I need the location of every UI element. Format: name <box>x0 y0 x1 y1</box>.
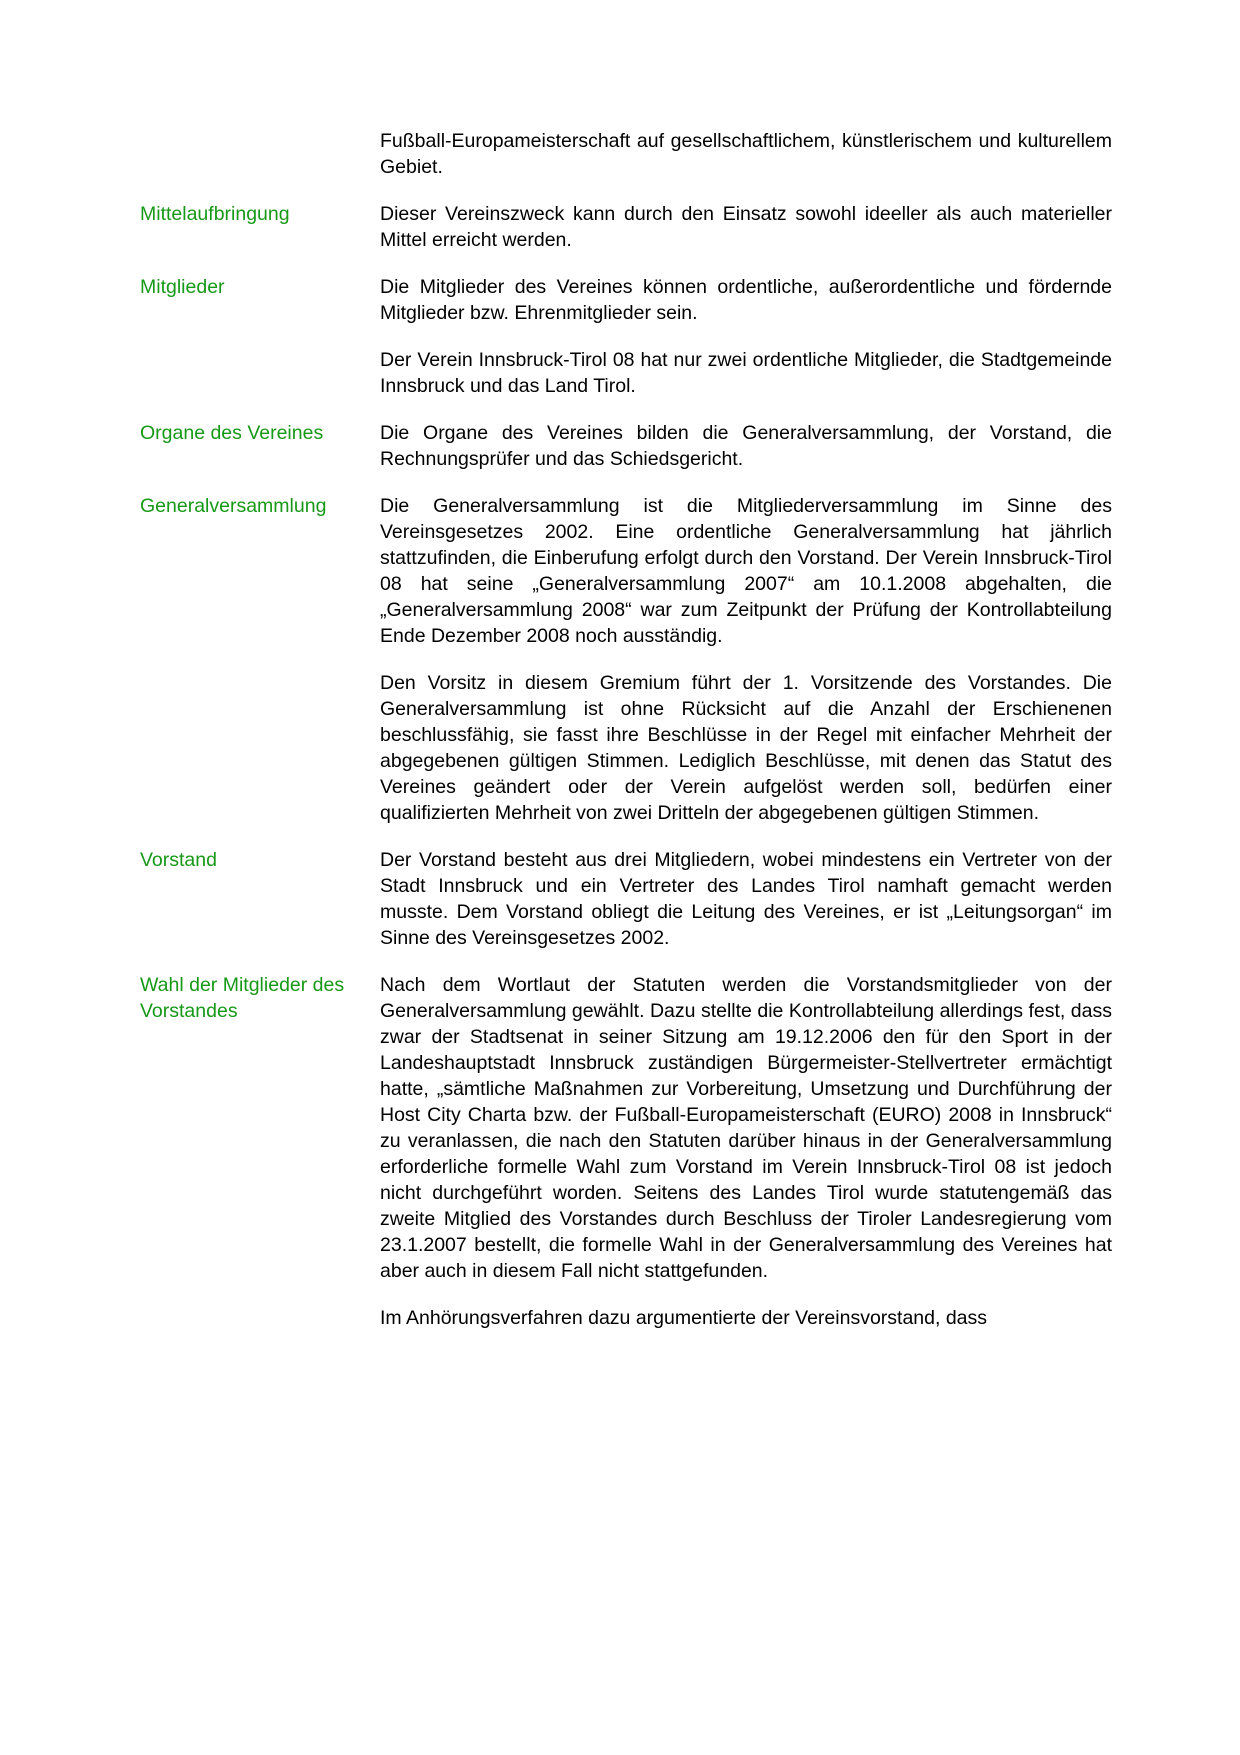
body-paragraph: Die Generalversammlung ist die Mitgliederversammlung im Sinne des Vereinsgesetzes 2002. Eine ordentliche Generalversammlung hat jährlich stattzufinden, die Einberufung erfolgt durch den Vorstand. Der Verein Innsbruck-Tirol 08 hat seine „Generalversammlung 2007“ am 10.1.2008 abgehalten, die „Generalversammlung 2008“ war zum Zeitpunkt der Prüfung der Kontrollabteilung Ende Dezember 2008 noch ausständig. <box>380 495 1112 647</box>
body-paragraph: Der Verein Innsbruck-Tirol 08 hat nur zwei ordentliche Mitglieder, die Stadtgemeinde Innsbruck und das Land Tirol. <box>380 349 1112 397</box>
body-paragraph: Die Organe des Vereines bilden die Generalversammlung, der Vorstand, die Rechnungsprüfer und das Schiedsgericht. <box>380 422 1112 470</box>
section-row <box>140 201 1112 274</box>
section-row <box>140 420 1112 493</box>
margin-label: Wahl der Mitglieder des Vorstandes <box>140 974 345 1022</box>
section-row <box>140 493 1112 847</box>
margin-label: Organe des Vereines <box>140 422 324 444</box>
body-paragraph: Dieser Vereinszweck kann durch den Einsatz sowohl ideeller als auch materieller Mittel erreicht werden. <box>380 203 1112 251</box>
section-row <box>140 972 1112 1352</box>
section-body <box>380 274 1112 420</box>
section-body <box>380 420 1112 493</box>
section-row <box>140 274 1112 420</box>
section-body <box>380 201 1112 274</box>
margin-label: Generalversammlung <box>140 495 327 517</box>
body-paragraph: Fußball-Europameisterschaft auf gesellschaftlichem, künstlerischem und kulturellem Gebiet. <box>380 130 1112 178</box>
body-paragraph: Die Mitglieder des Vereines können ordentliche, außerordentliche und fördernde Mitglieder bzw. Ehrenmitglieder sein. <box>380 276 1112 324</box>
section-body <box>380 972 1112 1352</box>
section-row <box>140 128 1112 201</box>
section-body <box>380 847 1112 972</box>
margin-label: Mittelaufbringung <box>140 203 290 225</box>
body-paragraph: Im Anhörungsverfahren dazu argumentierte der Vereinsvorstand, dass <box>380 1307 988 1329</box>
body-paragraph: Nach dem Wortlaut der Statuten werden die Vorstandsmitglieder von der Generalversammlung gewählt. Dazu stellte die Kontrollabteilung allerdings fest, dass zwar der Stadtsenat in seiner Sitzung am 19.12.2006 den für den Sport in der Landeshauptstadt Innsbruck zuständigen Bürgermeister-Stellvertreter ermächtigt hatte, „sämtliche Maßnahmen zur Vorbereitung, Umsetzung und Durchführung der Host City Charta bzw. der Fußball-Europameisterschaft (EURO) 2008 in Innsbruck“ zu veranlassen, die nach den Statuten darüber hinaus in der Generalversammlung erforderliche formelle Wahl zum Vorstand im Verein Innsbruck-Tirol 08 ist jedoch nicht durchgeführt worden. Seitens des Landes Tirol wurde statutengemäß das zweite Mitglied des Vorstandes durch Beschluss der Tiroler Landesregierung vom 23.1.2007 bestellt, die formelle Wahl in der Generalversammlung des Vereines hat aber auch in diesem Fall nicht stattgefunden. <box>380 974 1112 1282</box>
section-body <box>380 128 1112 201</box>
body-paragraph: Der Vorstand besteht aus drei Mitgliedern, wobei mindestens ein Vertreter von der Stadt Innsbruck und ein Vertreter des Landes Tirol namhaft gemacht werden musste. Dem Vorstand obliegt die Leitung des Vereines, er ist „Leitungsorgan“ im Sinne des Vereinsgesetzes 2002. <box>380 849 1112 949</box>
section-row <box>140 847 1112 972</box>
margin-label: Mitglieder <box>140 276 225 298</box>
margin-label: Vorstand <box>140 849 217 871</box>
body-paragraph: Den Vorsitz in diesem Gremium führt der 1. Vorsitzende des Vorstandes. Die Generalversammlung ist ohne Rücksicht auf die Anzahl der Erschienenen beschlussfähig, sie fasst ihre Beschlüsse in der Regel mit einfacher Mehrheit der abgegebenen gültigen Stimmen. Lediglich Beschlüsse, mit denen das Statut des Vereines geändert oder der Verein aufgelöst werden soll, bedürfen einer qualifizierten Mehrheit von zwei Dritteln der abgegebenen gültigen Stimmen. <box>380 672 1112 824</box>
document-content <box>140 128 1112 1352</box>
section-body <box>380 493 1112 847</box>
